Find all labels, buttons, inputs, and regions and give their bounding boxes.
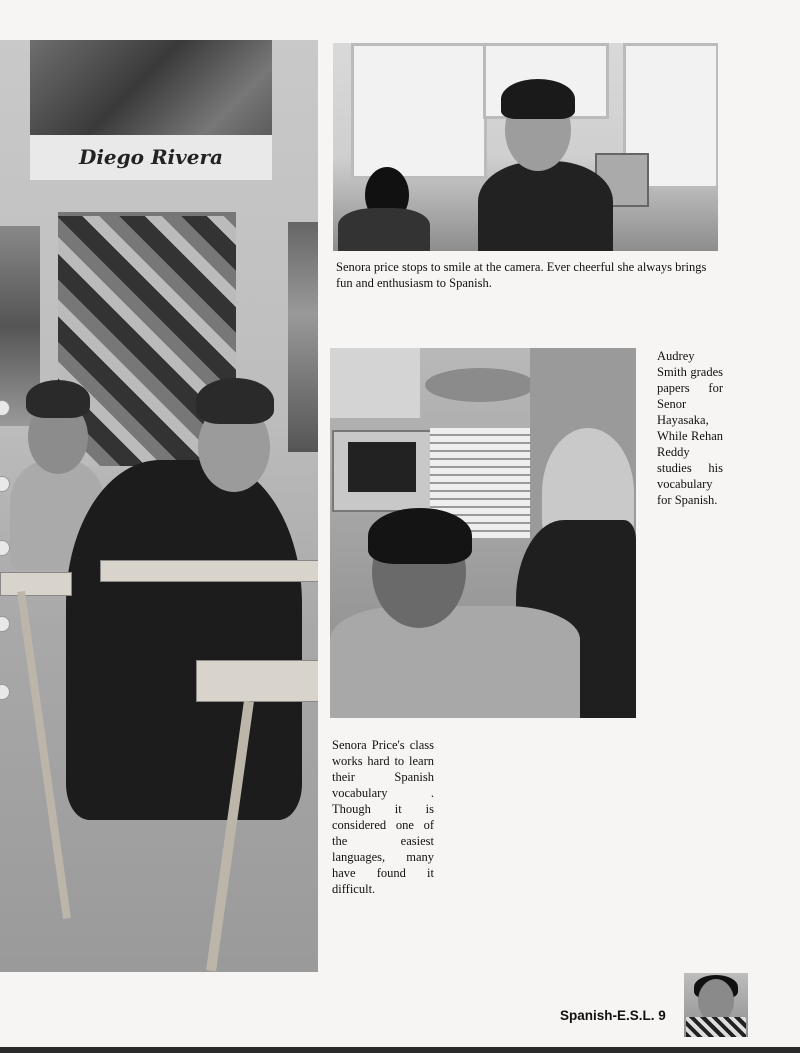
student-center-hair [196, 378, 274, 424]
student-body [338, 208, 430, 251]
desk-left [0, 572, 72, 596]
monitor-screen [348, 442, 416, 492]
teacher-hair [501, 79, 575, 119]
window [351, 43, 487, 179]
page-bottom-edge [0, 1047, 800, 1053]
teacher-body [478, 161, 613, 251]
caption-audrey-smith: Audrey Smith grades papers for Senor Hayasaka, While Rehan Reddy studies his vocabulary for Spanish. [657, 349, 723, 507]
student-portrait-thumbnail [684, 973, 748, 1037]
wall-poster-right [288, 222, 318, 452]
desk-leg [17, 591, 71, 919]
sombrero [425, 368, 535, 402]
student-boy-hair [368, 508, 472, 564]
classroom-photo-left [0, 40, 318, 972]
desk-front [196, 660, 318, 702]
caption-teacher-photo: Senora price stops to smile at the camera. Ever cheerful she always brings fun and enthusiasm to Spanish. [336, 260, 707, 290]
page-section-label: Spanish-E.S.L. 9 [560, 1008, 666, 1023]
desk-center [100, 560, 318, 582]
teacher-photo [333, 43, 718, 251]
crt-monitor [332, 430, 434, 512]
portrait-shirt [686, 1017, 746, 1037]
student-center-body [66, 460, 302, 820]
caption-class-vocabulary: Senora Price's class works hard to learn their Spanish vocabulary . Though it is considered one of the easiest languages, many have found it difficult. [332, 738, 434, 896]
framed-picture [330, 348, 420, 418]
student-boy-body [330, 606, 580, 718]
student-left-hair [26, 380, 90, 418]
poster-signature: Diego Rivera [30, 135, 272, 180]
students-studying-photo [330, 348, 636, 718]
